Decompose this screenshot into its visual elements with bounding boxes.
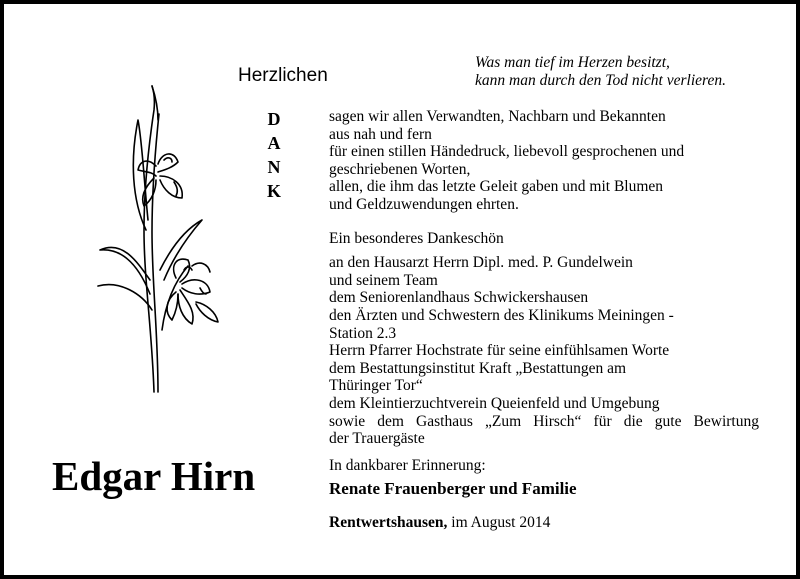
motto-line: kann man durch den Tod nicht verlieren. xyxy=(475,72,726,89)
thanks-line: aus nah und fern xyxy=(329,125,432,143)
place-and-date xyxy=(329,514,550,532)
thanks-line: für einen stillen Händedruck, liebevoll gesprochenen und xyxy=(329,143,685,161)
date-text: im August 2014 xyxy=(451,514,551,531)
place-name: Rentwertshausen, xyxy=(329,514,448,531)
thanks-line: und Geldzuwendungen ehrten. xyxy=(329,195,519,213)
special-thanks-line: und seinem Team xyxy=(329,271,438,289)
special-thanks-line: Herrn Pfarrer Hochstrate für seine einfühlsamen Worte xyxy=(329,342,670,360)
dank-vertical-word xyxy=(261,107,287,203)
family-signature: Renate Frauenberger und Familie xyxy=(329,479,577,498)
thanks-text xyxy=(329,108,759,448)
special-thanks-line: Station 2.3 xyxy=(329,324,397,342)
motto-line: Was man tief im Herzen besitzt, xyxy=(475,54,670,71)
special-thanks-line: Thüringer Tor“ xyxy=(329,377,423,395)
special-thanks-line: der Trauergäste xyxy=(329,430,425,448)
special-thanks-line: an den Hausarzt Herrn Dipl. med. P. Gundelwein xyxy=(329,254,633,272)
motto-quote xyxy=(475,54,726,90)
special-thanks-intro: Ein besonderes Dankeschön xyxy=(329,229,504,247)
special-thanks-line: den Ärzten und Schwestern des Klinikums Meiningen - xyxy=(329,306,674,324)
greeting-heading: Herzlichen xyxy=(238,65,328,86)
special-thanks-line: sowie dem Gasthaus „Zum Hirsch“ für die gute Bewirtung xyxy=(329,412,759,430)
iris-flower-illustration xyxy=(92,80,252,400)
thanks-line: sagen wir allen Verwandten, Nachbarn und Bekannten xyxy=(329,108,666,125)
special-thanks-line: dem Seniorenlandhaus Schwickershausen xyxy=(329,289,589,307)
dank-letter: K xyxy=(266,181,281,201)
dank-letter: D xyxy=(267,109,281,129)
thanks-line: geschriebenen Worten, xyxy=(329,160,471,178)
deceased-name: Edgar Hirn xyxy=(52,453,256,499)
special-thanks-line: dem Kleintierzuchtverein Queienfeld und Umgebung xyxy=(329,394,660,412)
thanks-line: allen, die ihm das letzte Geleit gaben und mit Blumen xyxy=(329,178,664,196)
closing-phrase: In dankbarer Erinnerung: xyxy=(329,457,486,474)
special-thanks-line: dem Bestattungsinstitut Kraft „Bestattungen am xyxy=(329,359,627,377)
dank-letter: N xyxy=(267,157,281,177)
dank-letter: A xyxy=(267,133,281,153)
